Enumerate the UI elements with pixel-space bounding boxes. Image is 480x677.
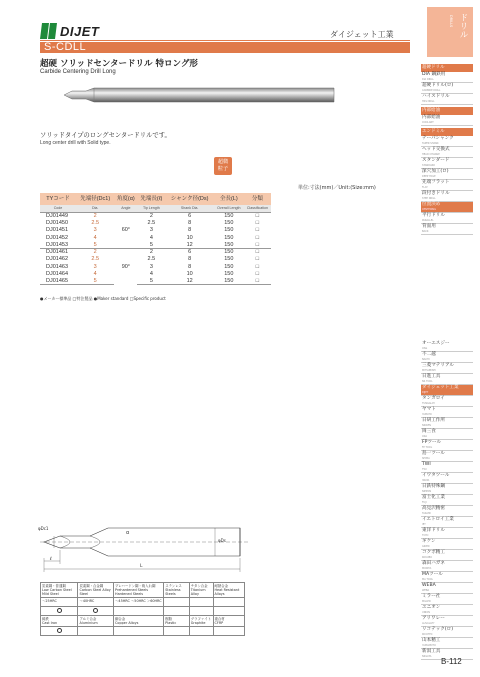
material-row — [41, 583, 245, 598]
rail-item-label: 位置決め — [422, 202, 441, 207]
rail-index-item[interactable] — [421, 429, 473, 440]
material-cell: グラファイト Graphite — [190, 617, 211, 625]
rail-item-sub: YAMAMOTO — [422, 644, 436, 647]
unit-note: 単位:寸法(mm)／Unit:(Size:mm) — [298, 185, 376, 191]
rail-index-item[interactable] — [421, 528, 473, 539]
material-cell: アルミ合金 Aluminium — [78, 616, 114, 627]
rail-index-item[interactable] — [421, 440, 473, 451]
logo-mark-icon — [40, 23, 58, 39]
rail-index-item[interactable] — [421, 180, 473, 191]
rail-item-label: FPツール — [422, 440, 442, 445]
rail-item-sub: TAKAMI — [422, 512, 431, 515]
hardness-cell — [164, 598, 189, 607]
rail-index-item[interactable] — [421, 191, 473, 202]
cell-class: □ — [255, 263, 260, 270]
rail-item-label: 日進工具 — [422, 374, 441, 379]
rail-section-header — [421, 128, 473, 136]
logo-text: DIJET — [60, 24, 100, 39]
col-shank-en: Shank Dia. — [165, 205, 213, 212]
cell-code: DJ01463 — [46, 263, 69, 270]
rail-index-item[interactable] — [421, 341, 473, 352]
rail-index-item[interactable] — [421, 352, 473, 363]
rail-index-item[interactable] — [421, 396, 473, 407]
cell-shank: 8 — [188, 263, 192, 270]
rail-item-label: タンガロイ — [422, 396, 445, 401]
cell-tip: 3 — [149, 263, 153, 270]
rail-item-label: ハイスドリル — [422, 94, 450, 99]
cell-code: DJ01465 — [40, 278, 76, 285]
rail-index-item[interactable] — [421, 473, 473, 484]
rail-item-label: 背面用 — [422, 224, 436, 229]
table-row — [40, 227, 271, 234]
suitability-cell — [78, 627, 114, 636]
label-ds: φDs — [218, 538, 226, 543]
cell-dia: 5 — [93, 241, 97, 248]
table-row — [40, 234, 271, 241]
rail-item-sub: KOKUBO — [422, 556, 433, 559]
table-row — [40, 278, 271, 285]
suitability-cell — [41, 607, 78, 616]
rail-index-item[interactable] — [421, 158, 473, 169]
rail-item-sub: MA TOOL — [422, 578, 434, 581]
rail-item-sub: NIIGATA — [422, 655, 432, 658]
cell-class: □ — [255, 219, 260, 226]
cell-class: □ — [255, 234, 260, 241]
rail-index-item[interactable] — [421, 517, 473, 528]
rail-item-label: 森田ハガネ — [422, 561, 445, 566]
maker-name: ダイジェット工業 — [330, 30, 394, 39]
suitability-cell — [114, 627, 164, 636]
badge-line-1: 超微 — [217, 159, 229, 165]
material-table — [40, 582, 245, 636]
cell-shank: 8 — [188, 256, 192, 263]
rail-item-label: 島一ツール — [422, 451, 445, 456]
rail-section-header — [421, 64, 473, 72]
rail-index-item[interactable] — [421, 407, 473, 418]
rail-item-sub: DIJET — [422, 391, 429, 394]
cell-code: DJ01462 — [46, 256, 69, 263]
rail-index-item[interactable] — [421, 550, 473, 561]
rail-item-sub: YAMATO — [422, 413, 432, 416]
cell-length: 150 — [224, 241, 234, 248]
rail-item-sub: DIA DRILL — [422, 78, 434, 81]
cell-length: 150 — [224, 234, 234, 241]
rail-index-item[interactable] — [421, 462, 473, 473]
rail-item-sub: OSG — [422, 347, 428, 350]
suitable-circle-icon — [57, 608, 62, 613]
spec-table — [40, 193, 271, 285]
rail-section-label: 内部給油 — [422, 108, 440, 113]
section-tab-sub: DRILLS — [449, 15, 453, 28]
rail-item-sub: TUNGALOY — [422, 402, 435, 405]
rail-index-item[interactable] — [421, 363, 473, 374]
rail-item-label: 不二越 — [422, 352, 436, 357]
cell-class: □ — [255, 227, 260, 234]
material-cell: 炭素鋼・合金鋼 Carbon Steel Alloy Steel — [78, 583, 114, 598]
suitable-circle-icon — [57, 628, 62, 633]
hardness-cell: 〜40HRC — [78, 598, 114, 607]
rail-item-sub: NACHI — [422, 358, 430, 361]
table-row — [40, 212, 271, 219]
col-angle-en: Angle — [114, 205, 137, 212]
label-alpha: α — [126, 530, 130, 536]
rail-item-label: 東洋ドリル — [422, 528, 445, 533]
rail-index-item[interactable] — [421, 627, 473, 638]
rail-item-label: WEBA — [422, 583, 436, 588]
material-cell: 樹脂 Plastic — [164, 616, 189, 627]
rail-item-sub: TWI — [422, 468, 427, 471]
cell-shank: 12 — [186, 241, 193, 248]
material-cell: 炭素鋼・普通鋼 Low Carbon Steel Mild Steel — [41, 583, 78, 598]
rail-item-sub: FP TOOL — [422, 446, 433, 449]
symbol-row — [41, 627, 245, 636]
cell-length: 150 — [224, 212, 234, 219]
rail-index-item[interactable] — [421, 572, 473, 583]
cell-dia: 5 — [76, 278, 114, 285]
col-class: 分類 — [244, 193, 271, 205]
material-cell: ステンレス Stainless Steels — [164, 583, 189, 598]
symbol-row — [41, 607, 245, 616]
cell-dia: 4 — [93, 271, 97, 278]
rail-item-label: ヤマト — [422, 407, 436, 412]
rail-item-sub: TOYO — [422, 534, 429, 537]
rail-item-sub: COOLANT — [422, 121, 434, 124]
cell-length: 150 — [224, 227, 234, 234]
cell-length: 150 — [214, 248, 244, 255]
material-cell: プレハードン鋼・焼入れ鋼 Prehardened Steels Hardened Steels — [114, 583, 164, 598]
material-cell: 複合材 CFRP — [213, 616, 245, 627]
rail-index-item[interactable] — [421, 94, 473, 105]
rail-item-sub: HSS DRILL — [422, 100, 435, 103]
table-row — [40, 256, 271, 263]
material-cell: 鋳鉄 Cast Iron — [41, 616, 78, 627]
cell-shank: 8 — [188, 219, 192, 226]
suitability-cell — [114, 607, 164, 616]
suitability-cell — [189, 607, 213, 616]
rail-item-label: 段付きドリル — [422, 191, 450, 196]
cell-code: DJ01450 — [46, 219, 69, 226]
cell-class: □ — [244, 248, 271, 255]
cell-code: DJ01452 — [46, 234, 69, 241]
col-tip: 先端長(ℓ) — [137, 193, 165, 205]
rail-index-item[interactable] — [421, 418, 473, 429]
rail-section-header — [421, 107, 473, 115]
col-tip-en: Tip Length — [137, 205, 165, 212]
rail-item-sub: CARBIDE DRILL — [422, 89, 441, 92]
hardness-cell — [189, 598, 213, 607]
rail-index-item[interactable] — [421, 484, 473, 495]
rail-item-sub: BACK — [422, 230, 429, 233]
rail-item-sub: MILLER — [422, 600, 431, 603]
rail-index-item[interactable] — [421, 451, 473, 462]
description-jp: ソリッドタイプのロングセンタードリルです。 — [40, 132, 171, 139]
rail-item-sub: RICOTEC — [422, 633, 433, 636]
cell-tip: 5 — [137, 278, 165, 285]
material-cell: 耐熱合金 Heat Resistant Alloys — [213, 583, 245, 598]
rail-index-item[interactable] — [421, 202, 473, 213]
rail-item-sub: IWATA — [422, 479, 430, 482]
rail-item-label: アリワレー — [422, 616, 445, 621]
rail-item-label: DIA 鋼鉄用 — [422, 72, 446, 77]
cell-tip: 3 — [149, 227, 153, 234]
rail-index-item[interactable] — [421, 224, 473, 235]
rail-index-item[interactable] — [421, 539, 473, 550]
rail-index-item[interactable] — [421, 605, 473, 616]
cell-tip: 4 — [149, 271, 153, 278]
rail-item-label: スタンダード — [422, 158, 450, 163]
cell-class: □ — [255, 256, 260, 263]
rail-section-label: エンドミル — [422, 129, 445, 134]
rail-item-sub: DEEP HOLE — [422, 175, 436, 178]
rail-item-label: 平行ドリル — [422, 213, 445, 218]
rail-item-label: イエトロイ工業 — [422, 517, 454, 522]
series-title-bar — [40, 42, 410, 53]
cell-tip: 2.5 — [147, 219, 156, 226]
cell-class: □ — [255, 271, 260, 278]
header-rule — [40, 40, 410, 41]
cell-shank: 10 — [186, 271, 193, 278]
badge-line-2: 粒子 — [217, 166, 229, 172]
cell-dia: 2.5 — [91, 219, 100, 226]
cell-length: 150 — [224, 219, 234, 226]
cell-shank: 6 — [165, 248, 213, 255]
col-shank: シャンク径(Ds) — [165, 193, 213, 205]
rail-item-label: 日鉄特殊鋼 — [422, 484, 445, 489]
rail-index-item[interactable] — [421, 147, 473, 158]
suitability-cell — [41, 627, 78, 636]
rail-item-sub: PARALLEL — [422, 219, 434, 222]
suitability-cell — [164, 627, 189, 636]
suitability-cell — [189, 627, 213, 636]
cell-length: 150 — [214, 278, 244, 285]
col-code-en: Code — [40, 205, 76, 212]
rail-index-item[interactable] — [421, 136, 473, 147]
cell-shank: 6 — [188, 212, 192, 219]
cell-dia: 2.5 — [91, 256, 100, 263]
table-row — [40, 248, 271, 255]
rail-item-label: ミラー社 — [422, 594, 441, 599]
description-en: Long center drill with Solid type. — [40, 140, 111, 146]
cell-tip: 2 — [137, 248, 165, 255]
rail-item-label: 山本精工 — [422, 638, 441, 643]
table-row — [40, 219, 271, 226]
rail-item-sub: FLAT — [422, 186, 428, 189]
rail-index-item[interactable] — [421, 561, 473, 572]
rail-item-sub: FUJI — [422, 501, 427, 504]
hardness-cell: 〜45HRC 〜50HRC ＞60HRC — [114, 598, 164, 607]
rail-index-item[interactable] — [421, 583, 473, 594]
col-class-en: Classification — [244, 205, 271, 212]
cell-code: DJ01449 — [46, 212, 69, 219]
cell-shank: 8 — [188, 227, 192, 234]
rail-item-sub: CENTERING — [422, 208, 436, 211]
rail-index-item[interactable] — [421, 594, 473, 605]
rail-item-label: TWI — [422, 462, 431, 467]
col-length: 全長(L) — [214, 193, 244, 205]
col-code: TYコード — [40, 193, 76, 205]
cell-code: DJ01453 — [46, 241, 69, 248]
cell-angle-60: 60° — [121, 227, 131, 234]
cell-shank: 12 — [165, 278, 213, 285]
cell-code: DJ01464 — [46, 271, 69, 278]
col-length-en: Overall Length — [214, 205, 244, 212]
hardness-cell: 〜25HRC — [41, 598, 78, 607]
cell-code: DJ01451 — [46, 227, 69, 234]
cell-dia: 3 — [93, 263, 97, 270]
cell-tip: 2.5 — [147, 256, 156, 263]
rail-item-sub: GIKEN — [422, 545, 430, 548]
table-row — [40, 263, 271, 270]
cell-class: □ — [244, 278, 271, 285]
label-l-small: ℓ — [50, 557, 52, 562]
suitability-cell — [213, 607, 245, 616]
rail-item-sub: NS TOOL — [422, 380, 433, 383]
cell-dia: 2 — [93, 212, 97, 219]
rail-item-label: 日研工作所 — [422, 418, 445, 423]
section-tab-label: ドリル — [458, 13, 468, 39]
label-dc1: φDc1 — [38, 526, 49, 531]
hardness-cell — [213, 598, 245, 607]
page-number: B-112 — [441, 657, 462, 666]
rail-index-item[interactable] — [421, 506, 473, 517]
cell-class: □ — [255, 241, 260, 248]
rail-item-sub: HEAD CHANGE — [422, 153, 440, 156]
rail-index-item[interactable] — [421, 72, 473, 83]
rail-item-label: イワタツール — [422, 473, 450, 478]
drill-image — [64, 80, 334, 110]
material-cell: チタン合金 Titanium Alloy — [189, 583, 213, 598]
rail-index-item[interactable] — [421, 169, 473, 180]
hardness-row — [41, 598, 245, 607]
rail-item-sub: OKA — [422, 435, 428, 438]
category-index — [421, 62, 473, 235]
material-cell: 銅合金 Copper Alloys — [114, 616, 164, 627]
cell-code: DJ01461 — [40, 248, 76, 255]
rail-item-sub: IET — [422, 523, 426, 526]
col-angle: 角度(α) — [114, 193, 137, 205]
rail-index-item[interactable] — [421, 638, 473, 649]
rail-item-label: コクボ精工 — [422, 550, 445, 555]
rail-item-sub: NIPPON — [422, 490, 432, 493]
cell-tip: 2 — [149, 212, 153, 219]
cell-length: 150 — [224, 256, 234, 263]
suitability-cell — [213, 627, 245, 636]
maker-index — [421, 341, 473, 660]
rail-item-label: リコテック(ロ) — [422, 627, 454, 632]
rail-index-item[interactable] — [421, 385, 473, 396]
dimension-drawing — [40, 512, 258, 576]
rail-item-sub: SHIMA — [422, 457, 430, 460]
cell-angle-90: 90° — [114, 248, 137, 284]
cell-length: 150 — [224, 271, 234, 278]
dijet-logo — [40, 23, 110, 39]
rail-index-item[interactable] — [421, 616, 473, 627]
rail-section-label: 超硬ドリル — [422, 65, 445, 70]
rail-index-item[interactable] — [421, 495, 473, 506]
rail-item-sub: TAPER SHANK — [422, 142, 439, 145]
rail-item-label: MAツール — [422, 572, 443, 577]
rail-item-sub: WEBA — [422, 589, 430, 592]
rail-item-sub: STEP DRILL — [422, 197, 436, 200]
suitability-cell — [78, 607, 114, 616]
rail-item-label: 先端フラット — [422, 180, 450, 185]
ultra-fine-grain-badge — [214, 157, 232, 175]
cell-dia: 3 — [93, 227, 97, 234]
rail-item-label: 岡三食 — [422, 429, 436, 434]
suitable-circle-icon — [93, 608, 98, 613]
col-dia: 先端径(Dc1) — [76, 193, 114, 205]
suitability-cell — [164, 607, 189, 616]
series-title: S-CDLL — [44, 41, 87, 53]
cell-dia: 4 — [93, 234, 97, 241]
rail-item-label: テーパシャンク — [422, 136, 454, 141]
rail-item-label: 三菱マテリアル — [422, 363, 454, 368]
label-l-big: L — [140, 564, 143, 569]
rail-item-label: オーエスジー — [422, 341, 450, 346]
rail-item-label: 内部給油 — [422, 115, 441, 120]
rail-item-sub: ALIVALLEY — [422, 622, 435, 625]
material-row — [41, 616, 245, 627]
rail-item-sub: NIKKEN — [422, 424, 431, 427]
rail-item-label: ユニオン — [422, 605, 441, 610]
section-tab-drill[interactable] — [427, 7, 473, 57]
cell-shank: 10 — [186, 234, 193, 241]
product-title-en: Carbide Centering Drill Long — [40, 69, 116, 75]
rail-item-label: 富士化工業 — [422, 495, 445, 500]
rail-item-sub: STANDARD — [422, 164, 436, 167]
cell-length: 150 — [224, 263, 234, 270]
rail-item-label: 深穴加工(ロ) — [422, 169, 449, 174]
table-row — [40, 241, 271, 248]
product-title-jp: 超硬 ソリッドセンタードリル 特ロング形 — [40, 59, 198, 69]
cell-tip: 5 — [149, 241, 153, 248]
rail-item-label: 新潟工具 — [422, 649, 441, 654]
rail-index-item[interactable] — [421, 115, 473, 126]
rail-index-item[interactable] — [421, 83, 473, 94]
table-legend: ●メーカー標準品 □特注製品 ●Maker standard □Specific product — [40, 296, 166, 301]
rail-item-sub: UNION — [422, 611, 430, 614]
cell-tip: 4 — [149, 234, 153, 241]
rail-item-label: ギケン — [422, 539, 436, 544]
table-row — [40, 270, 271, 277]
rail-item-label: ダイジェット工業 — [422, 385, 459, 390]
rail-item-label: ヘッド交換式 — [422, 147, 450, 152]
cell-class: □ — [255, 212, 260, 219]
rail-item-label: 超硬ドリル(ロ) — [422, 83, 454, 88]
rail-index-item[interactable] — [421, 374, 473, 385]
rail-item-sub: MITSUBISHI — [422, 369, 436, 372]
rail-item-sub: MORITA — [422, 567, 432, 570]
cell-dia: 2 — [76, 248, 114, 255]
col-dia-en: Dia. — [76, 205, 114, 212]
rail-index-item[interactable] — [421, 213, 473, 224]
rail-item-label: 高見沢精密 — [422, 506, 445, 511]
